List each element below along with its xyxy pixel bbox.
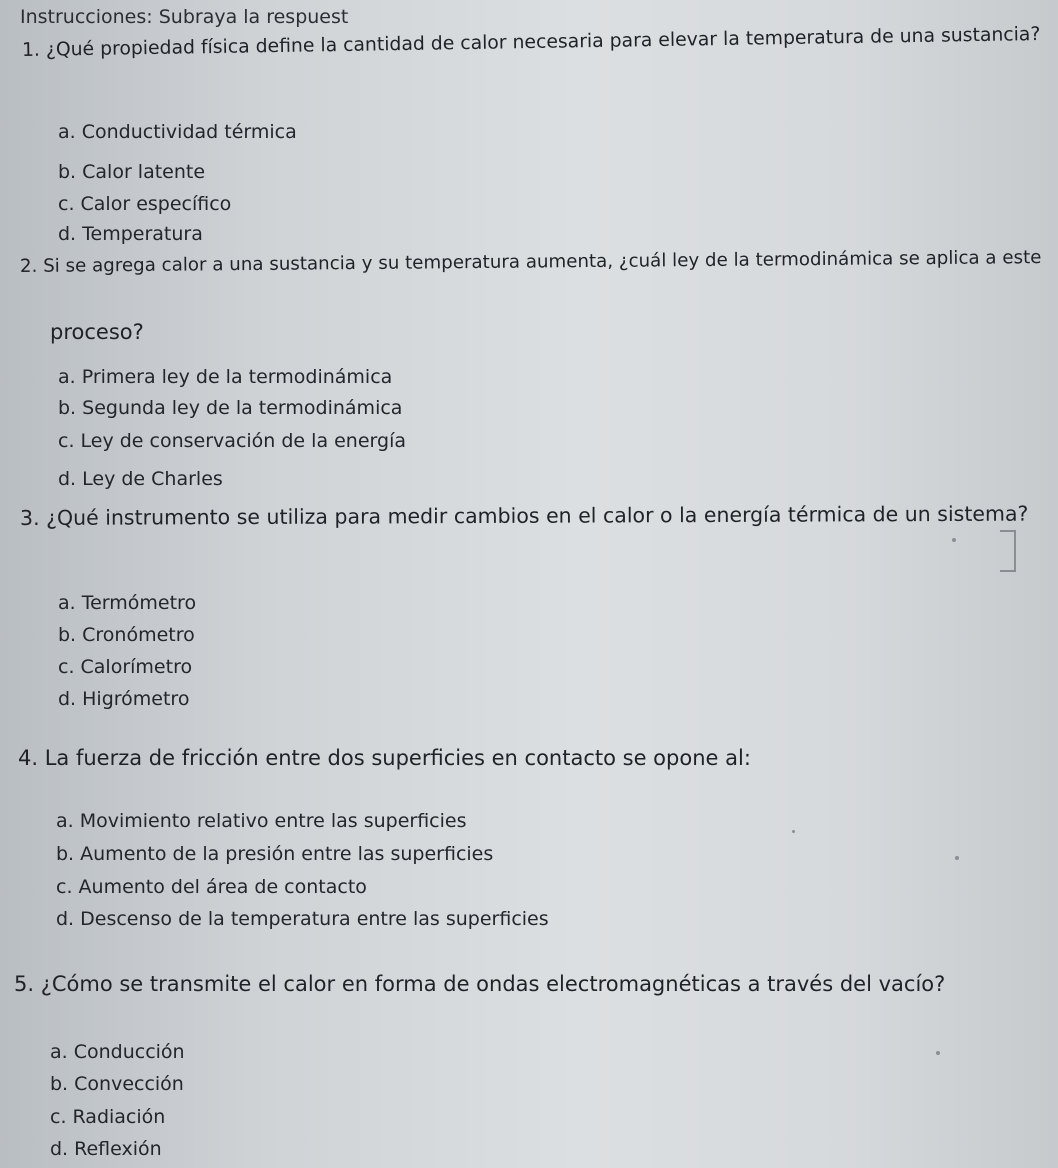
question-2-text-continued: proceso? bbox=[50, 320, 144, 344]
question-1-option-c[interactable]: c. Calor específico bbox=[58, 193, 232, 215]
question-5-option-b[interactable]: b. Convección bbox=[50, 1073, 184, 1095]
question-2-option-d[interactable]: d. Ley de Charles bbox=[58, 468, 223, 490]
paper-speck bbox=[952, 538, 956, 542]
question-5-option-a[interactable]: a. Conducción bbox=[50, 1041, 185, 1063]
question-3-option-d[interactable]: d. Higrómetro bbox=[58, 688, 190, 710]
question-3-text: 3. ¿Qué instrumento se utiliza para medir cambios en el calor o la energía térmica de un sistema? bbox=[19, 501, 1029, 530]
question-1-text: 1. ¿Qué propiedad física define la cantidad de calor necesaria para elevar la temperatura de una sustancia? bbox=[21, 24, 1041, 61]
question-2-option-b[interactable]: b. Segunda ley de la termodinámica bbox=[58, 397, 403, 419]
question-2-text: 2. Si se agrega calor a una sustancia y su temperatura aumenta, ¿cuál ley de la termodinámica se aplica a este bbox=[19, 247, 1042, 277]
instructions-text: Instrucciones: Subraya la respuest bbox=[20, 6, 349, 28]
question-2-option-c[interactable]: c. Ley de conservación de la energía bbox=[58, 430, 407, 452]
question-1-option-a[interactable]: a. Conductividad térmica bbox=[58, 121, 297, 143]
question-4-text: 4. La fuerza de fricción entre dos superficies en contacto se opone al: bbox=[18, 746, 751, 770]
question-4-option-a[interactable]: a. Movimiento relativo entre las superficies bbox=[56, 810, 467, 832]
question-5-option-c[interactable]: c. Radiación bbox=[50, 1106, 166, 1128]
question-5-option-d[interactable]: d. Reflexión bbox=[50, 1138, 162, 1160]
question-1-option-d[interactable]: d. Temperatura bbox=[58, 223, 203, 245]
question-4-option-c[interactable]: c. Aumento del área de contacto bbox=[56, 876, 367, 898]
question-3-option-c[interactable]: c. Calorímetro bbox=[58, 656, 193, 678]
paper-speck bbox=[936, 1051, 940, 1055]
pencil-mark bbox=[1000, 530, 1016, 572]
question-4-option-b[interactable]: b. Aumento de la presión entre las superficies bbox=[56, 843, 494, 865]
question-1-option-b[interactable]: b. Calor latente bbox=[58, 161, 206, 183]
question-5-text: 5. ¿Cómo se transmite el calor en forma de ondas electromagnéticas a través del vacío? bbox=[14, 972, 946, 996]
question-3-option-b[interactable]: b. Cronómetro bbox=[58, 624, 195, 646]
paper-speck bbox=[955, 856, 959, 860]
paper-speck bbox=[792, 830, 795, 833]
question-3-option-a[interactable]: a. Termómetro bbox=[58, 592, 197, 614]
question-2-option-a[interactable]: a. Primera ley de la termodinámica bbox=[58, 366, 393, 388]
question-4-option-d[interactable]: d. Descenso de la temperatura entre las superficies bbox=[56, 908, 549, 930]
